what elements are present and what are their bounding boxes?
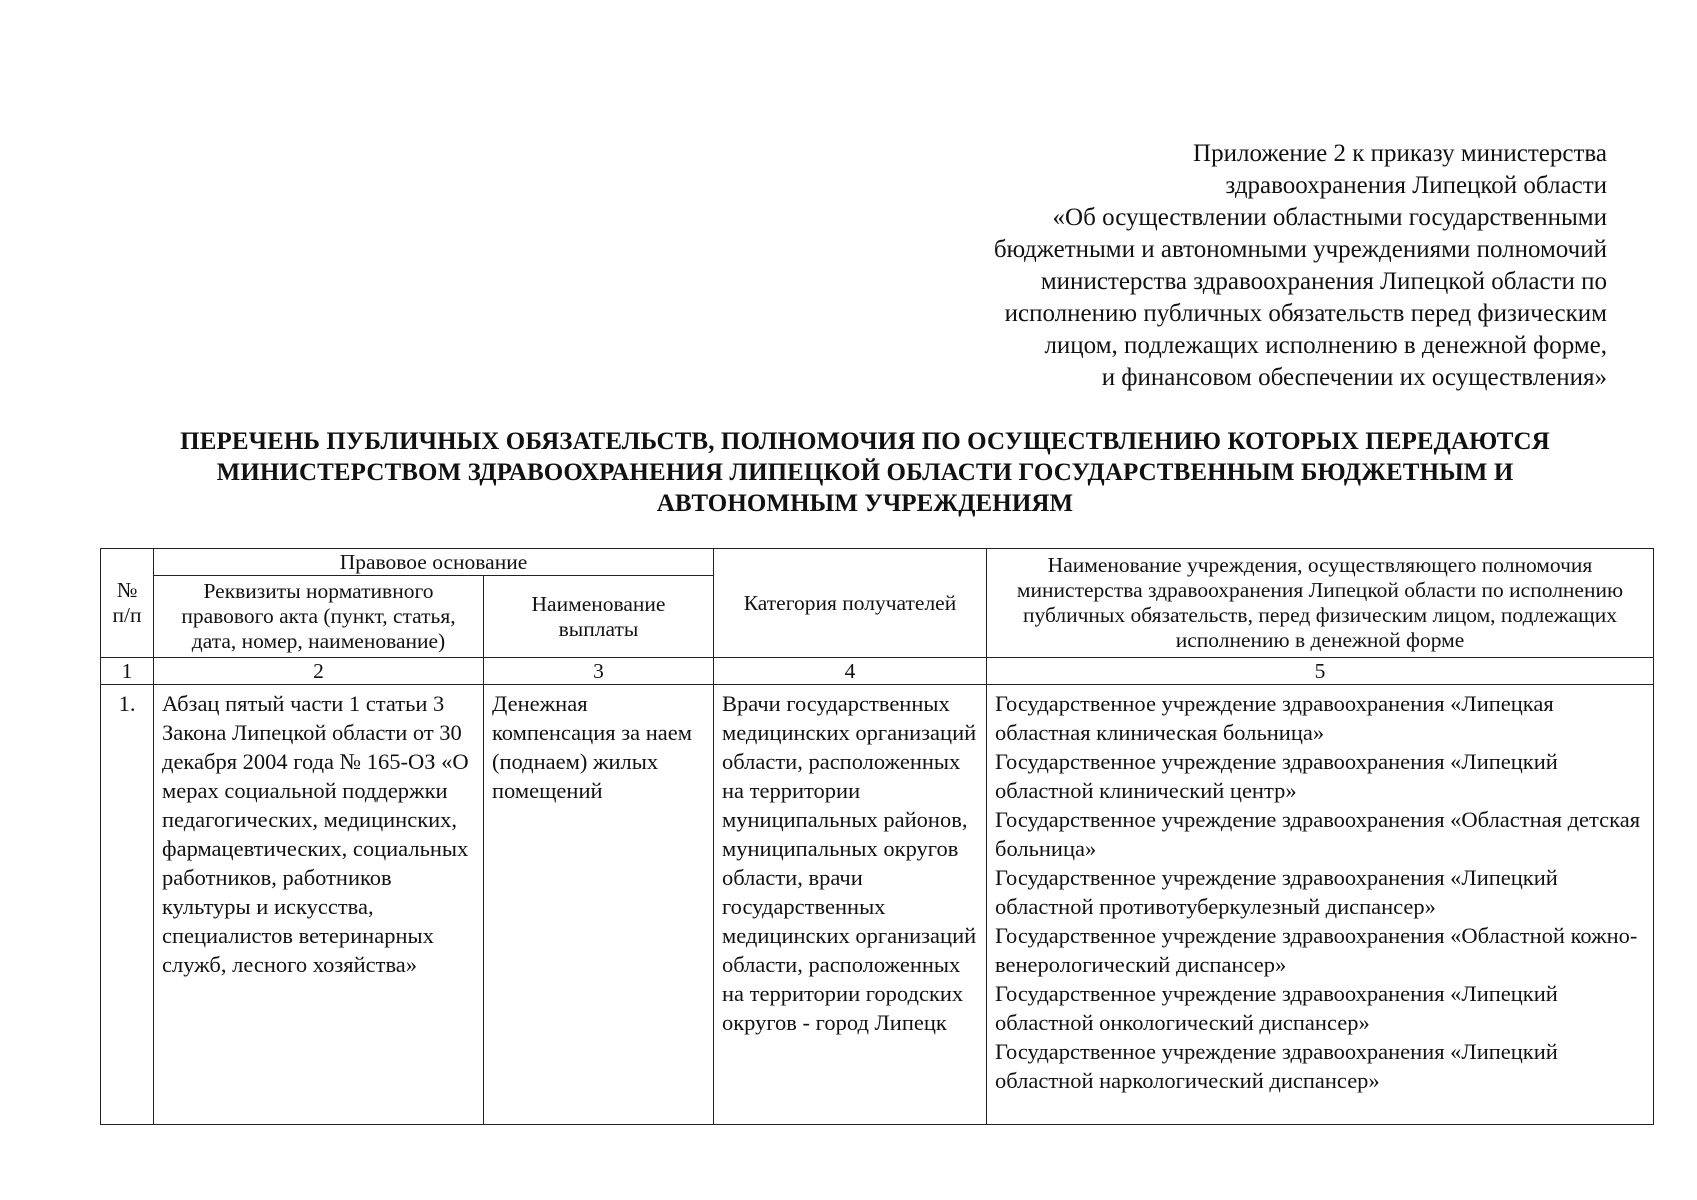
column-number: 1 bbox=[101, 658, 154, 685]
row-number: 1. bbox=[101, 685, 154, 1125]
column-number: 5 bbox=[987, 658, 1654, 685]
appendix-line: здравоохранения Липецкой области bbox=[1225, 172, 1607, 199]
institution-item: Государственное учреждение здравоохранения «Областной кожно-венерологический диспансер» bbox=[995, 923, 1638, 977]
header-institution: Наименование учреждения, осуществляющего полномочия министерства здравоохранения Липецкой области по исполнению публичных обязательств, перед физическим лицом, подлежащих исполнению в денежной форме bbox=[987, 549, 1654, 658]
appendix-line: и финансовом обеспечении их осуществления» bbox=[1101, 364, 1607, 391]
institution-item: Государственное учреждение здравоохранения «Липецкий областной противотуберкулезный диспансер» bbox=[995, 865, 1558, 919]
row-institutions bbox=[987, 685, 1654, 1125]
row-legal-act: Абзац пятый части 1 статьи 3 Закона Липецкой области от 30 декабря 2004 года № 165-ОЗ «О мерах социальной поддержки педагогических, медицинских, фармацевтических, социальных работников, работников культуры и искусства, специалистов ветеринарных служб, лесного хозяйства» bbox=[154, 685, 484, 1125]
appendix-line: «Об осуществлении областными государственными bbox=[1052, 204, 1607, 231]
appendix-line: исполнению публичных обязательств перед физическим bbox=[1004, 300, 1607, 327]
header-legal-basis: Правовое основание bbox=[154, 549, 714, 576]
table-row bbox=[101, 685, 1654, 1125]
institution-item: Государственное учреждение здравоохранения «Областная детская больница» bbox=[995, 807, 1641, 861]
row-payment-name: Денежная компенсация за наем (поднаем) жилых помещений bbox=[484, 685, 714, 1125]
header-number: № п/п bbox=[101, 549, 154, 658]
institution-item: Государственное учреждение здравоохранения «Липецкий областной клинический центр» bbox=[995, 749, 1558, 803]
document-title bbox=[130, 426, 1600, 519]
institution-item: Государственное учреждение здравоохранения «Липецкая областная клиническая больница» bbox=[995, 691, 1554, 745]
column-number-row bbox=[101, 658, 1654, 685]
institution-item: Государственное учреждение здравоохранения «Липецкий областной онкологический диспансер» bbox=[995, 981, 1558, 1035]
column-number: 2 bbox=[154, 658, 484, 685]
header-legal-act: Реквизиты нормативного правового акта (пункт, статья, дата, номер, наименование) bbox=[154, 576, 484, 658]
column-number: 4 bbox=[714, 658, 987, 685]
appendix-line: бюджетными и автономными учреждениями полномочий bbox=[993, 236, 1607, 263]
institution-item: Государственное учреждение здравоохранения «Липецкий областной наркологический диспансер» bbox=[995, 1039, 1558, 1093]
appendix-note bbox=[787, 138, 1607, 394]
title-line: ПЕРЕЧЕНЬ ПУБЛИЧНЫХ ОБЯЗАТЕЛЬСТВ, ПОЛНОМОЧИЯ ПО ОСУЩЕСТВЛЕНИЮ КОТОРЫХ ПЕРЕДАЮТСЯ bbox=[180, 428, 1550, 455]
appendix-line: лицом, подлежащих исполнению в денежной форме, bbox=[1044, 332, 1607, 359]
header-payment-name: Наименование выплаты bbox=[484, 576, 714, 658]
header-row bbox=[101, 549, 1654, 576]
title-line: АВТОНОМНЫМ УЧРЕЖДЕНИЯМ bbox=[656, 490, 1074, 517]
appendix-line: министерства здравоохранения Липецкой области по bbox=[1040, 268, 1607, 295]
column-number: 3 bbox=[484, 658, 714, 685]
header-recipients: Категория получателей bbox=[714, 549, 987, 658]
row-recipients: Врачи государственных медицинских организаций области, расположенных на территории муниципальных районов, муниципальных округов области, врачи государственных медицинских организаций области, расположенных на территории городских округов - город Липецк bbox=[714, 685, 987, 1125]
appendix-line: Приложение 2 к приказу министерства bbox=[1193, 140, 1607, 167]
obligations-table bbox=[100, 548, 1654, 1125]
title-line: МИНИСТЕРСТВОМ ЗДРАВООХРАНЕНИЯ ЛИПЕЦКОЙ ОБЛАСТИ ГОСУДАРСТВЕННЫМ БЮДЖЕТНЫМ И bbox=[216, 459, 1514, 486]
